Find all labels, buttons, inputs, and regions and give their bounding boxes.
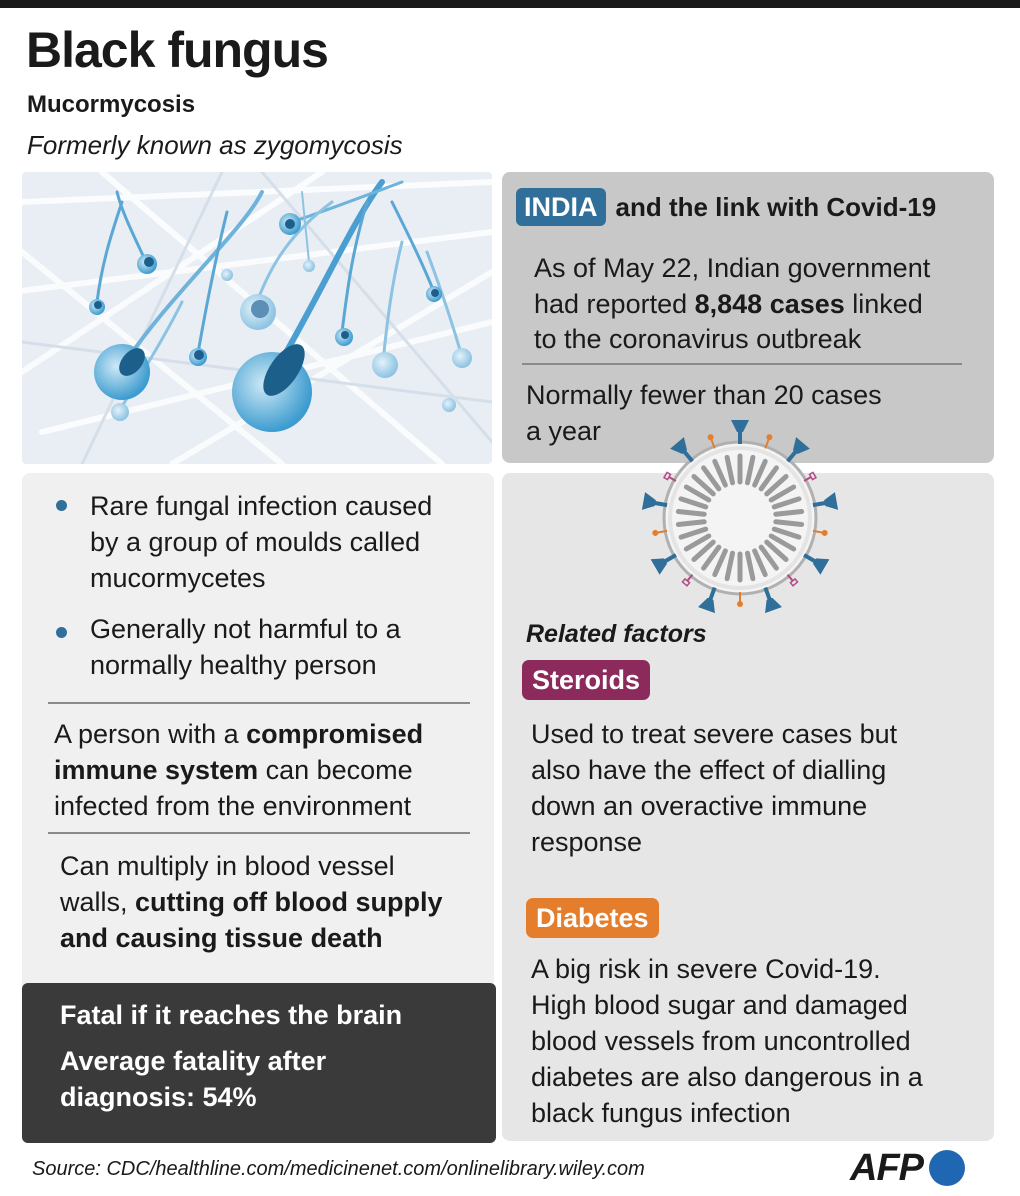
india-badge: INDIA [516,188,606,226]
india-reported-line1: As of May 22, Indian government [534,253,931,283]
bullet-icon [56,627,67,638]
immune-line2 [54,752,413,788]
facts-divider-2 [48,832,470,834]
multiply-bold1: cutting off blood supply [135,887,443,917]
immune-pre: A person with a [54,719,247,749]
multiply-pre: walls, [60,887,136,917]
india-heading [516,188,936,226]
fact-bullet2-line1: Generally not harmful to a [90,614,401,644]
diabetes-line5: black fungus infection [531,1098,791,1128]
afp-logo-dot-icon [929,1150,965,1186]
diabetes-line2: High blood sugar and damaged [531,990,908,1020]
india-reported-line3: to the coronavirus outbreak [534,324,862,354]
fatality-line2: diagnosis: 54% [60,1082,257,1112]
related-factors-heading: Related factors [526,620,707,648]
india-reported-pre: had reported [534,289,695,319]
immune-bold2: immune system [54,755,259,785]
india-case-count: 8,848 cases [694,289,845,319]
source-credit: Source: CDC/healthline.com/medicinenet.com/onlinelibrary.wiley.com [32,1158,645,1180]
fact-bullet2-line2: normally healthy person [90,650,377,680]
immune-post: can become [258,755,413,785]
page-title: Black fungus [26,22,328,78]
afp-logo-text: AFP [850,1147,923,1189]
facts-divider-1 [48,702,470,704]
steroids-line4: response [531,827,643,857]
immune-line3: infected from the environment [54,791,412,821]
diabetes-line1: A big risk in severe Covid-19. [531,954,881,984]
multiply-line3: and causing tissue death [60,923,383,953]
india-reported-line2 [534,286,923,322]
fact-bullet1-line1: Rare fungal infection caused [90,491,433,521]
page-tagline: Formerly known as zygomycosis [27,130,403,160]
fungus-illustration-panel [22,172,492,464]
bullet-icon [56,500,67,511]
steroids-line1: Used to treat severe cases but [531,719,898,749]
immune-line1 [54,716,423,752]
india-heading-text: and the link with Covid-19 [615,192,937,222]
fact-bullet1-line2: by a group of moulds called [90,527,421,557]
virus-icon [640,418,840,618]
steroids-line3: down an overactive immune [531,791,868,821]
top-bar [0,0,1020,8]
fatality-title: Fatal if it reaches the brain [60,1000,403,1030]
diabetes-badge: Diabetes [526,898,659,938]
india-normal-line2: a year [526,416,602,446]
fatality-line1: Average fatality after [60,1046,327,1076]
steroids-line2: also have the effect of dialling [531,755,887,785]
immune-bold1: compromised [246,719,424,749]
afp-logo [850,1146,965,1190]
fact-bullet1-line3: mucormycetes [90,563,266,593]
multiply-line2 [60,884,442,920]
india-normal-line1: Normally fewer than 20 cases [526,380,882,410]
page-subtitle: Mucormycosis [27,91,196,118]
india-divider [522,363,962,365]
mould-spores-illustration [22,172,492,464]
diabetes-line4: diabetes are also dangerous in a [531,1062,923,1092]
steroids-badge: Steroids [522,660,650,700]
diabetes-line3: blood vessels from uncontrolled [531,1026,911,1056]
multiply-line1: Can multiply in blood vessel [60,851,395,881]
india-reported-post: linked [844,289,923,319]
